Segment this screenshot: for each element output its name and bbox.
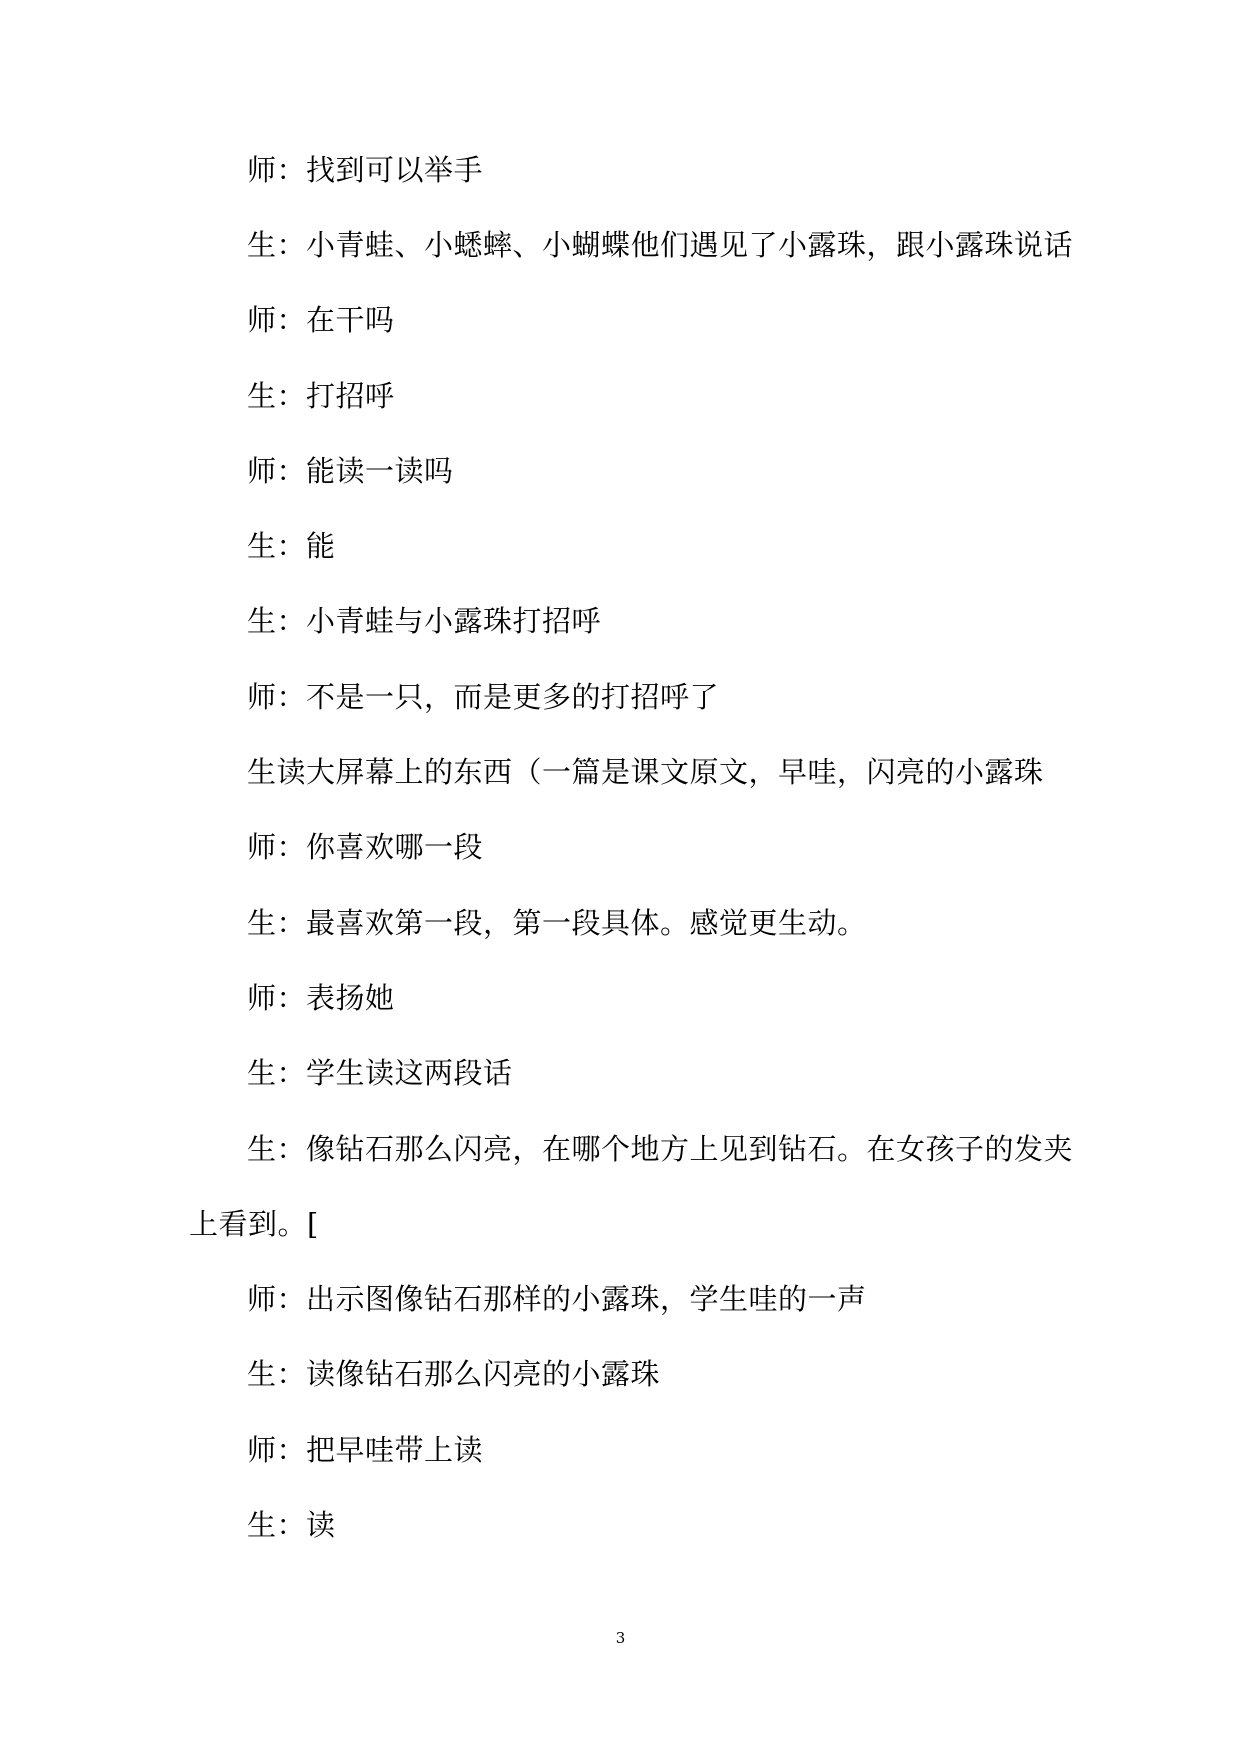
page-number: 3 [615,1629,626,1647]
text-line: 师：表扬她 [247,981,395,1015]
text-line: 师：把早哇带上读 [247,1433,484,1467]
text-line: 生：小青蛙与小露珠打招呼 [247,604,602,638]
text-line: 师：找到可以举手 [247,153,484,187]
text-line: 师：你喜欢哪一段 [247,830,484,864]
text-line: 上看到。[ [189,1207,319,1241]
text-line: 生：能 [247,529,336,563]
text-line: 师：在干吗 [247,303,395,337]
text-line: 生：像钻石那么闪亮，在哪个地方上见到钻石。在女孩子的发夹 [247,1132,1074,1166]
text-line: 师：出示图像钻石那样的小露珠，学生哇的一声 [247,1282,867,1316]
text-line: 师：不是一只，而是更多的打招呼了 [247,680,720,714]
text-line: 师：能读一读吗 [247,454,454,488]
text-line: 生：打招呼 [247,379,395,413]
text-line: 生：读像钻石那么闪亮的小露珠 [247,1357,661,1391]
text-line: 生：学生读这两段话 [247,1056,513,1090]
text-line: 生读大屏幕上的东西（一篇是课文原文，早哇，闪亮的小露珠 [247,755,1044,789]
text-line: 生：最喜欢第一段，第一段具体。感觉更生动。 [247,906,867,940]
text-line: 生：读 [247,1508,336,1542]
text-line: 生：小青蛙、小蟋蟀、小蝴蝶他们遇见了小露珠，跟小露珠说话 [247,228,1074,262]
